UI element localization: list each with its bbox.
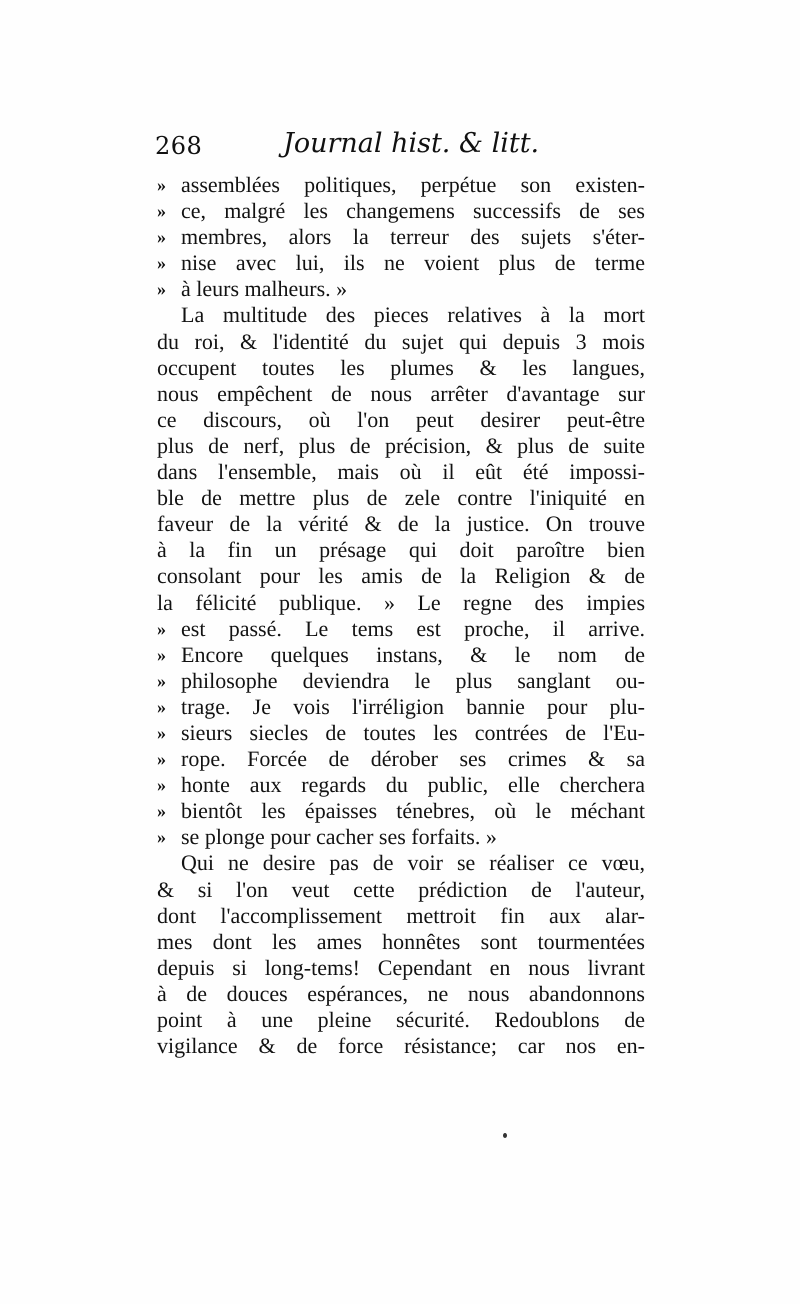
quote-mark: » [157, 253, 166, 274]
line-text: dans l'ensemble, mais où il eût été impossi- [157, 459, 645, 485]
text-line [157, 433, 645, 459]
quote-mark: » [157, 644, 166, 665]
line-text: nise avec lui, ils ne voient plus de terme [181, 250, 645, 276]
text-line [157, 798, 645, 824]
text-line [157, 511, 645, 537]
line-text: point à une pleine sécurité. Redoublons de [157, 1007, 645, 1032]
text-line [157, 381, 645, 407]
line-text: philosophe deviendra le plus sanglant ou- [181, 667, 645, 693]
text-line [157, 1007, 645, 1033]
text-line [157, 824, 645, 850]
line-text: occupent toutes les plumes & les langues, [157, 354, 645, 380]
line-text: à la fin un présage qui doit paroître bien [157, 537, 645, 563]
text-line [157, 877, 645, 903]
line-text: membres, alors la terreur des sujets s'éter- [181, 224, 645, 250]
line-text: ce discours, où l'on peut desirer peut-être [157, 406, 645, 432]
line-text: honte aux regards du public, elle cherchera [181, 772, 645, 798]
text-line [157, 1033, 645, 1059]
line-text: bientôt les épaisses ténebres, où le méchant [181, 798, 645, 824]
text-line [157, 981, 645, 1007]
line-text: se plonge pour cacher ses forfaits. » [181, 824, 497, 850]
quote-mark: » [157, 801, 166, 822]
line-text: Qui ne desire pas de voir se réaliser ce vœu, [181, 850, 645, 876]
text-line [157, 772, 645, 798]
text-line [157, 720, 645, 746]
quote-mark: » [157, 827, 166, 848]
text-line [157, 616, 645, 642]
page-header [155, 128, 645, 168]
quote-mark: » [157, 618, 166, 639]
quote-mark: » [157, 227, 166, 248]
quote-mark: » [157, 670, 166, 691]
quote-mark: » [157, 749, 166, 770]
text-line [157, 850, 645, 876]
line-text: du roi, & l'identité du sujet qui depuis 3 mois [157, 328, 645, 354]
line-text: sieurs siecles de toutes les contrées de l'Eu- [181, 719, 645, 745]
text-line [157, 642, 645, 668]
line-text: ce, malgré les changemens successifs de ses [181, 198, 645, 224]
text-line [157, 329, 645, 355]
body-text [157, 172, 645, 1059]
line-text: dont l'accomplissement mettroit fin aux alar- [157, 902, 645, 928]
line-text: mes dont les ames honnêtes sont tourmentées [157, 928, 645, 954]
text-line [157, 459, 645, 485]
text-line [157, 903, 645, 929]
text-line [157, 302, 645, 328]
running-title: Journal hist. & litt. [283, 128, 540, 159]
text-line [157, 668, 645, 694]
text-line [157, 198, 645, 224]
line-text: vigilance & de force résistance; car nos en- [157, 1033, 645, 1059]
line-text: Encore quelques instans, & le nom de [181, 641, 645, 667]
text-line [157, 485, 645, 511]
line-text: plus de nerf, plus de précision, & plus de suite [157, 432, 645, 458]
text-line [157, 694, 645, 720]
line-text: rope. Forcée de dérober ses crimes & sa [181, 746, 645, 772]
line-text: faveur de la vérité & de la justice. On trouve [157, 511, 645, 537]
line-text: la félicité publique. » Le regne des impies [157, 589, 645, 615]
line-text: depuis si long-tems! Cependant en nous livrant [157, 954, 645, 980]
page-number: 268 [155, 132, 203, 160]
text-line [157, 590, 645, 616]
printer-mark [503, 1133, 507, 1138]
quote-mark: » [157, 175, 166, 195]
text-line [157, 537, 645, 563]
line-text: est passé. Le tems est proche, il arrive. [181, 615, 645, 641]
quote-mark: » [157, 775, 166, 796]
line-text: consolant pour les amis de la Religion & de [157, 563, 645, 589]
text-line [157, 955, 645, 981]
quote-mark: » [157, 201, 166, 222]
line-text: nous empêchent de nous arrêter d'avantage sur [157, 380, 645, 406]
line-text: à de douces espérances, ne nous abandonnons [157, 980, 645, 1006]
text-line [157, 746, 645, 772]
text-line [157, 407, 645, 433]
text-line [157, 172, 645, 198]
line-text: assemblées politiques, perpétue son existen- [181, 172, 645, 197]
text-line [157, 929, 645, 955]
text-line [157, 276, 645, 302]
quote-mark: » [157, 696, 166, 717]
line-text: La multitude des pieces relatives à la mort [181, 302, 645, 328]
text-line [157, 224, 645, 250]
quote-mark: » [157, 722, 166, 743]
line-text: ble de mettre plus de zele contre l'iniquité en [157, 485, 645, 511]
quote-mark: » [157, 279, 166, 300]
line-text: & si l'on veut cette prédiction de l'auteur, [157, 876, 645, 902]
line-text: à leurs malheurs. » [181, 276, 348, 302]
text-line [157, 355, 645, 381]
text-line [157, 563, 645, 589]
line-text: trage. Je vois l'irréligion bannie pour plu- [181, 693, 645, 719]
text-line [157, 250, 645, 276]
